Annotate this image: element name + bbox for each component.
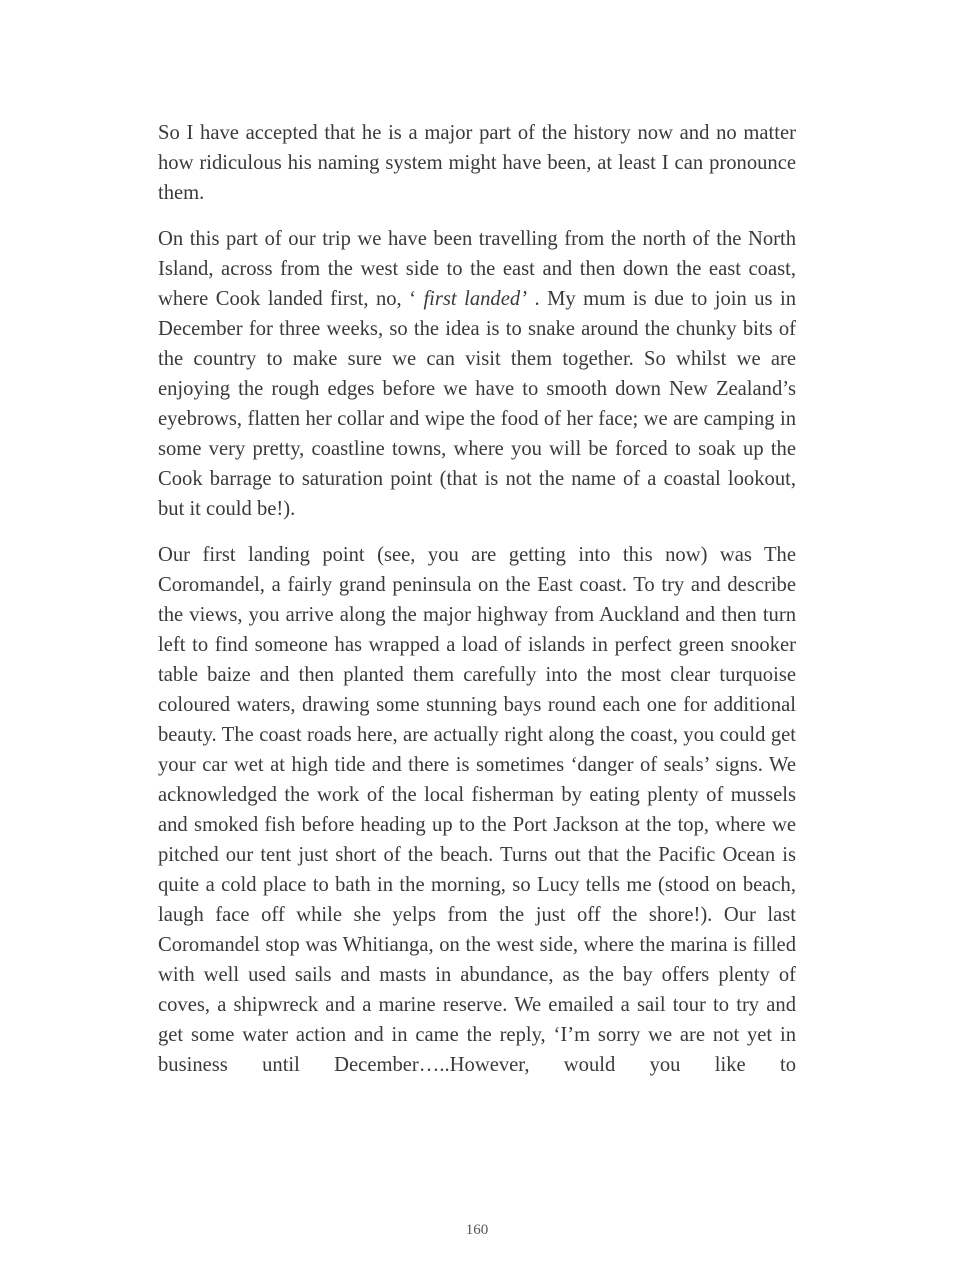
body-text [158, 118, 796, 1080]
page-number: 160 [465, 1222, 489, 1238]
paragraph-2 [158, 224, 796, 524]
paragraph-2-emphasis: first landed’ [423, 288, 528, 310]
paragraph-1: So I have accepted that he is a major part of the history now and no matter how ridiculous his naming system might have been, at least I can pronounce them. [158, 122, 796, 204]
paragraph-3: Our first landing point (see, you are getting into this now) was The Coromandel, a fairly grand peninsula on the East coast. To try and describe the views, you arrive along the major highway from Auckland and then turn left to find someone has wrapped a load of islands in perfect green snooker table baize and then planted them carefully into the most clear turquoise coloured waters, drawing some stunning bays round each one for additional beauty. The coast roads here, are actually right along the coast, you could get your car wet at high tide and there is sometimes ‘danger of seals’ signs. We acknowledged the work of the local fisherman by eating plenty of mussels and smoked fish before heading up to the Port Jackson at the top, where we pitched our tent just short of the beach. Turns out that the Pacific Ocean is quite a cold place to bath in the morning, so Lucy tells me (stood on beach, laugh face off while she yelps from the just off the shore!). Our last Coromandel stop was Whitianga, on the west side, where the marina is filled with well used sails and masts in abundance, as the bay offers plenty of coves, a shipwreck and a marine reserve. We emailed a sail tour to try and get some water action and in came the reply, ‘I’m sorry we are not yet in business until December…..However, would you like to [158, 544, 796, 1076]
paragraph-2-text-start: On this part of our trip we have been travelling from the north of the North Island, across from the west side to the east and then down the east coast, where Cook landed first, no, ‘ [158, 228, 796, 310]
paragraph-2-text-end: . My mum is due to join us in December for three weeks, so the idea is to snake around the chunky bits of the country to make sure we can visit them together. So whilst we are enjoying the rough edges before we have to smooth down New Zealand’s eyebrows, flatten her collar and wipe the food of her face; we are camping in some very pretty, coastline towns, where you will be forced to soak up the Cook barrage to saturation point (that is not the name of a coastal lookout, but it could be!). [158, 288, 797, 520]
